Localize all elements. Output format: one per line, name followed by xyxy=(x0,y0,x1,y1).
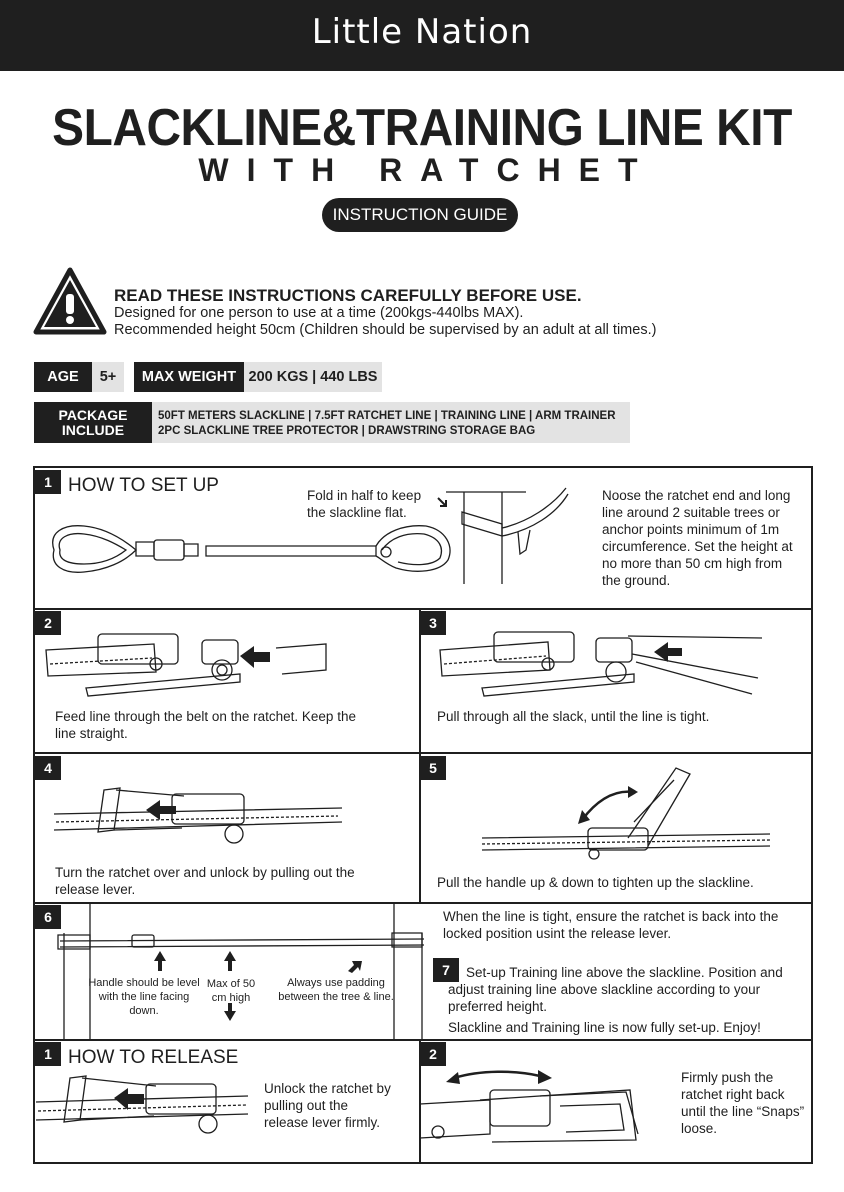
age-label: AGE xyxy=(34,362,92,392)
step-1-illustration xyxy=(44,512,458,594)
step-3-number: 3 xyxy=(420,611,446,635)
release-step-1-illustration xyxy=(36,1070,250,1140)
step-1-fold-note: Fold in half to keep the slackline flat. xyxy=(307,488,422,520)
warning-line-2: Recommended height 50cm (Children should be supervised by an adult at all times.) xyxy=(114,322,657,338)
step-2-text: Feed line through the belt on the ratchet. Keep the line straight. xyxy=(55,709,356,741)
warning-triangle-icon xyxy=(32,266,108,338)
step-5-text: Pull the handle up & down to tighten up the slackline. xyxy=(437,875,754,890)
release-section-title: HOW TO RELEASE xyxy=(68,1047,239,1068)
step-2-illustration xyxy=(44,626,334,698)
package-contents-line-2: 2PC SLACKLINE TREE PROTECTOR | DRAWSTRING STORAGE BAG xyxy=(158,425,536,437)
grid-divider xyxy=(34,608,812,610)
instruction-guide-badge: INSTRUCTION GUIDE xyxy=(322,198,518,232)
release-step-2-text: Firmly push the ratchet right back until the line “Snaps” loose. xyxy=(681,1070,805,1136)
step-6-text: When the line is tight, ensure the ratchet is back into the locked position usint the release lever. xyxy=(443,909,779,941)
step-6-note-padding: Always use padding between the tree & line. xyxy=(278,977,394,1003)
step-6-note-height: Max of 50 cm high xyxy=(206,978,256,1004)
package-label-line-2: INCLUDE xyxy=(61,422,125,438)
page-subtitle: WITH RATCHET xyxy=(198,152,656,188)
page-title: SLACKLINE&TRAINING LINE KIT xyxy=(52,99,792,157)
step-6-number: 6 xyxy=(35,905,61,929)
release-step-2-illustration xyxy=(420,1060,660,1150)
step-3-text: Pull through all the slack, until the line is tight. xyxy=(437,709,710,724)
package-label-line-1: PACKAGE xyxy=(58,407,128,423)
step-6-note-handle: Handle should be level with the line facing down. xyxy=(88,977,200,1017)
release-step-1-text: Unlock the ratchet by pulling out the release lever firmly. xyxy=(264,1081,391,1130)
step-4-text: Turn the ratchet over and unlock by pulling out the release lever. xyxy=(55,865,355,897)
step-4-illustration xyxy=(52,782,346,852)
package-contents-line-1: 50FT METERS SLACKLINE | 7.5FT RATCHET LINE | TRAINING LINE | ARM TRAINER xyxy=(158,410,616,422)
brand-logo: Little Nation xyxy=(311,12,533,52)
grid-divider xyxy=(34,752,812,754)
grid-divider xyxy=(34,1039,812,1041)
step-7-number: 7 xyxy=(433,958,459,982)
release-step-2-number: 2 xyxy=(420,1042,446,1066)
step-1-text: Noose the ratchet end and long line around 2 suitable trees or anchor points minimum of 1m circumference. Set the height at no more than 50 cm high from the ground. xyxy=(602,488,793,588)
step-7-text-enjoy: Slackline and Training line is now fully set-up. Enjoy! xyxy=(448,1020,761,1035)
max-weight-value: 200 KGS | 440 LBS xyxy=(244,362,382,392)
setup-section-title: HOW TO SET UP xyxy=(68,475,219,496)
step-2-number: 2 xyxy=(35,611,61,635)
step-5-illustration xyxy=(478,762,774,862)
step-5-number: 5 xyxy=(420,756,446,780)
tree-noose-illustration xyxy=(432,484,582,592)
step-6-illustration xyxy=(56,903,424,1039)
step-1-number: 1 xyxy=(35,470,61,494)
step-3-illustration xyxy=(438,624,768,702)
package-include-label xyxy=(34,402,152,443)
warning-heading: READ THESE INSTRUCTIONS CAREFULLY BEFORE USE. xyxy=(114,286,582,305)
step-7-text: Set-up Training line above the slackline. Position and adjust training line above slackline according to your preferred height. xyxy=(448,965,783,1014)
step-4-number: 4 xyxy=(35,756,61,780)
warning-line-1: Designed for one person to use at a time (200kgs-440lbs MAX). xyxy=(114,305,524,321)
age-value: 5+ xyxy=(92,362,124,392)
max-weight-label: MAX WEIGHT xyxy=(134,362,244,392)
release-step-1-number: 1 xyxy=(35,1042,61,1066)
